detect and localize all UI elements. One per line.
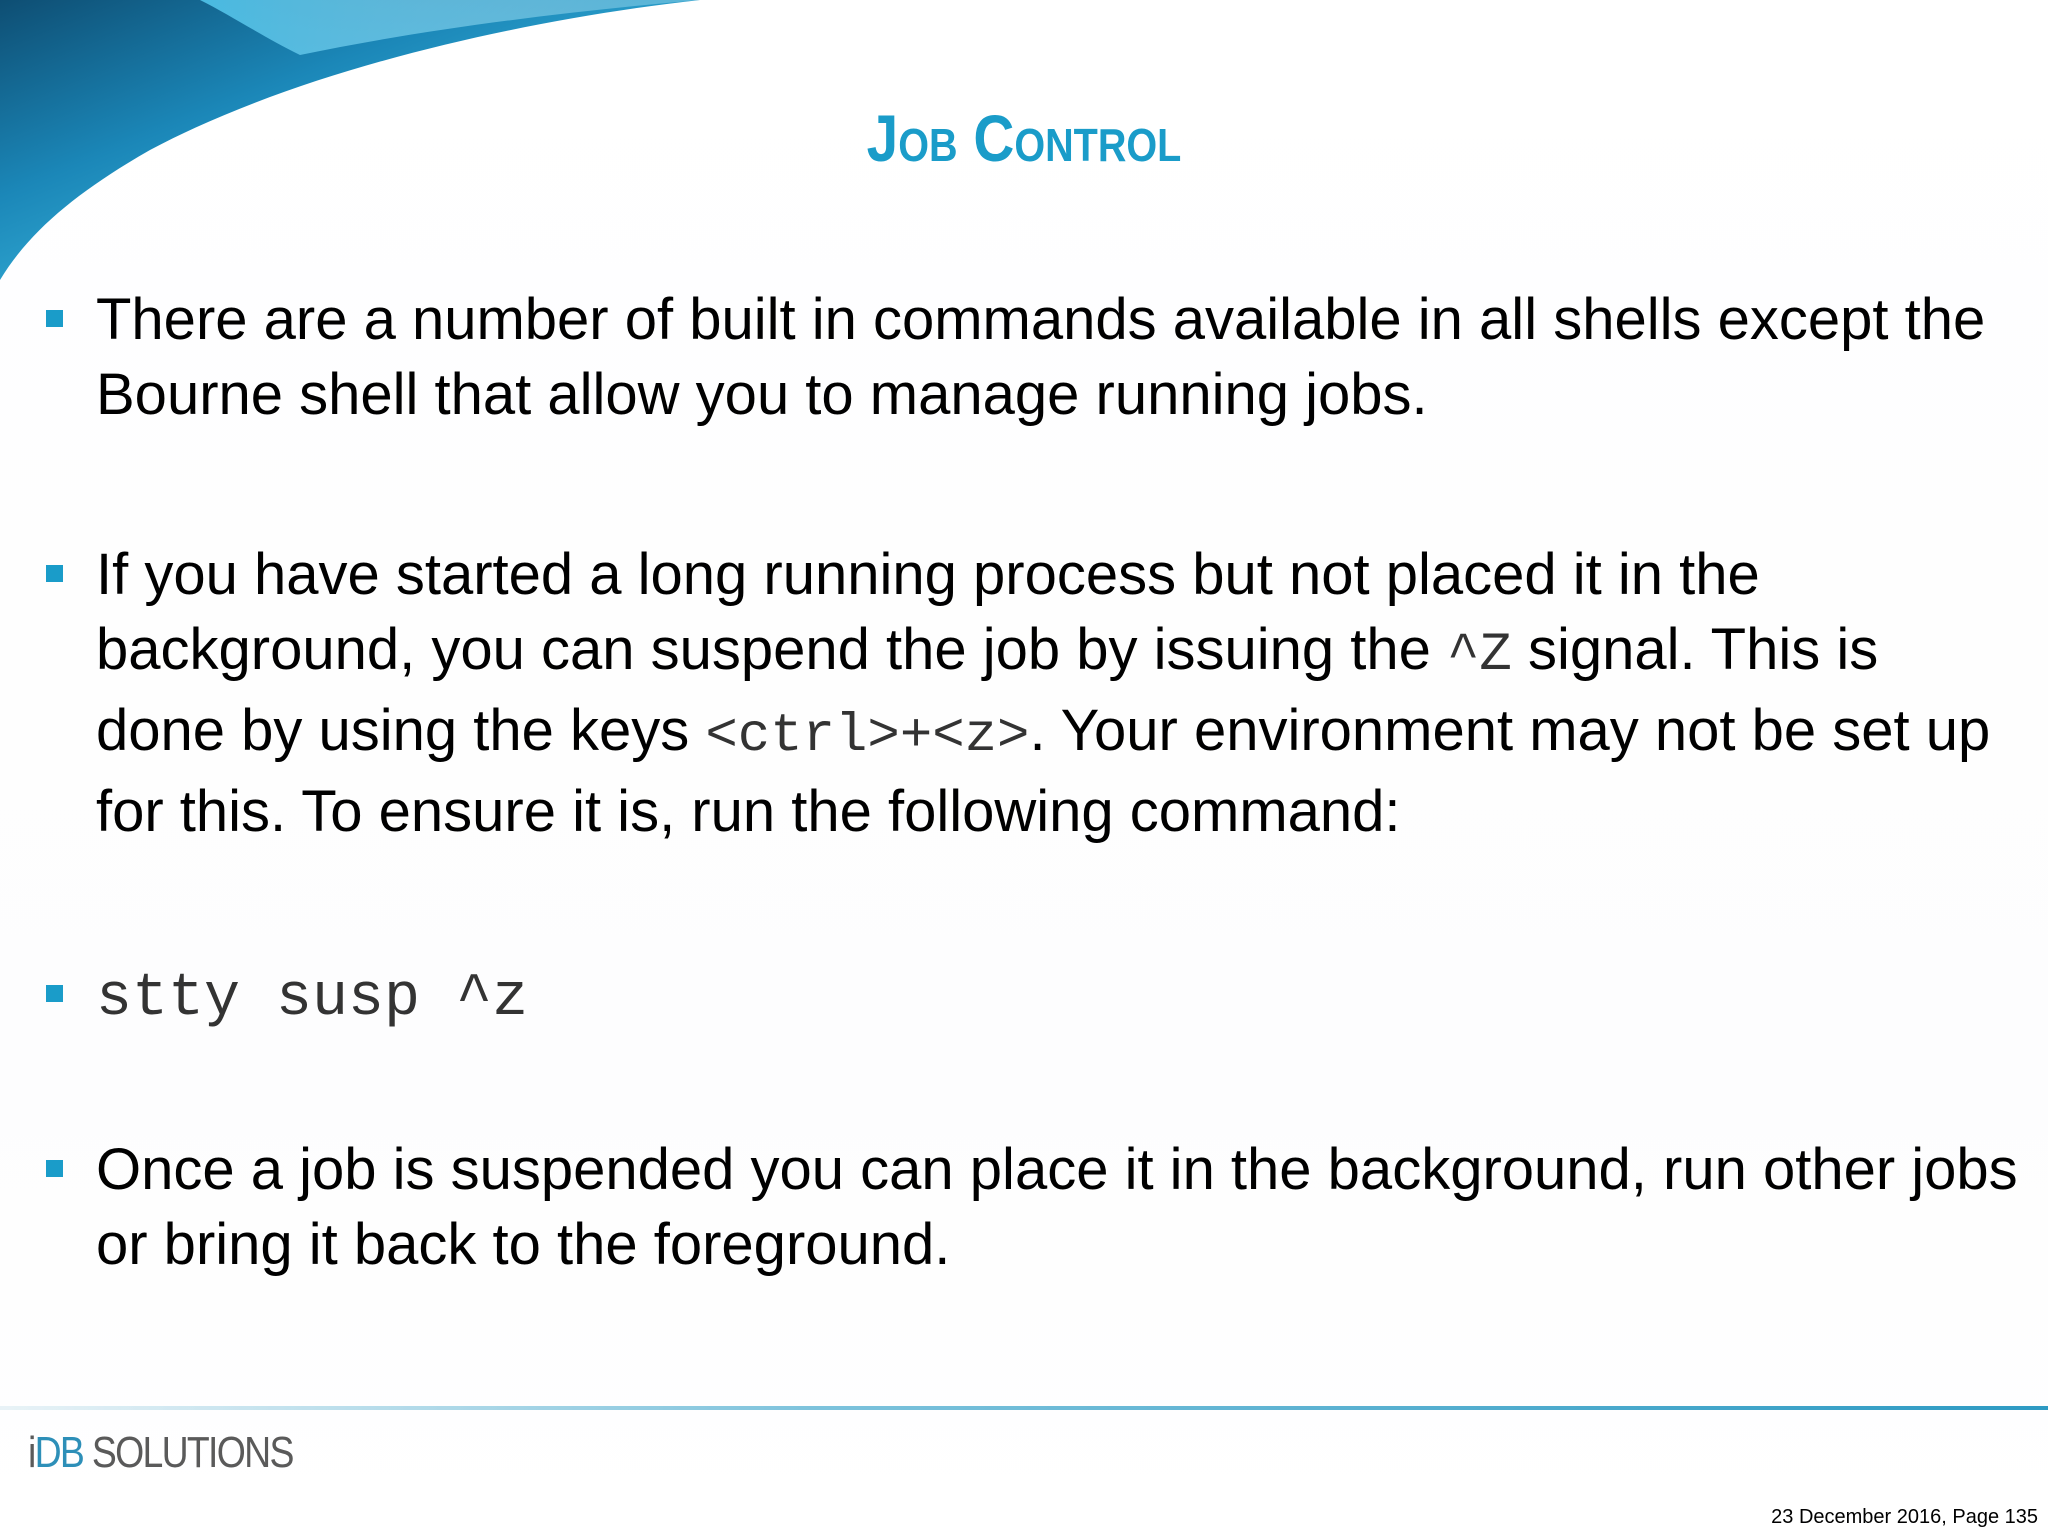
footer-divider — [0, 1406, 2048, 1410]
bullet-item — [44, 537, 2019, 849]
slide-title: Job Control — [866, 101, 1182, 175]
bullet-item — [44, 957, 528, 1037]
logo-text: SOLUTIONS — [83, 1428, 293, 1477]
company-logo — [28, 1428, 293, 1478]
logo-letter: i — [28, 1428, 35, 1477]
bullet-item — [44, 282, 2019, 432]
inline-code: ^Z — [1447, 625, 1512, 686]
bullet-item — [44, 1132, 2019, 1282]
footer-date-page: 23 December 2016, Page 135 — [1771, 1506, 2038, 1528]
square-bullet-icon — [46, 565, 63, 582]
bullet-text-part: . Your environment may not be set up for this. To ensure it is, run the following command: — [96, 698, 1991, 844]
square-bullet-icon — [46, 1160, 63, 1177]
bullet-text: Once a job is suspended you can place it in the background, run other jobs or bring it back to the foreground. — [96, 1137, 2018, 1277]
square-bullet-icon — [46, 310, 63, 327]
logo-db: DB — [34, 1428, 84, 1477]
bullet-text-part: signal. This is done by using the keys — [96, 617, 1879, 763]
bullet-text: There are a number of built in commands available in all shells except the Bourne shell that allow you to manage running jobs. — [96, 287, 1986, 427]
square-bullet-icon — [46, 985, 63, 1002]
command-code: stty susp ^z — [96, 965, 529, 1033]
inline-code: <ctrl>+<z> — [705, 706, 1030, 767]
bullet-text-part: If you have started a long running process but not placed it in the background, you can suspend the job by issuing the — [96, 542, 1760, 682]
